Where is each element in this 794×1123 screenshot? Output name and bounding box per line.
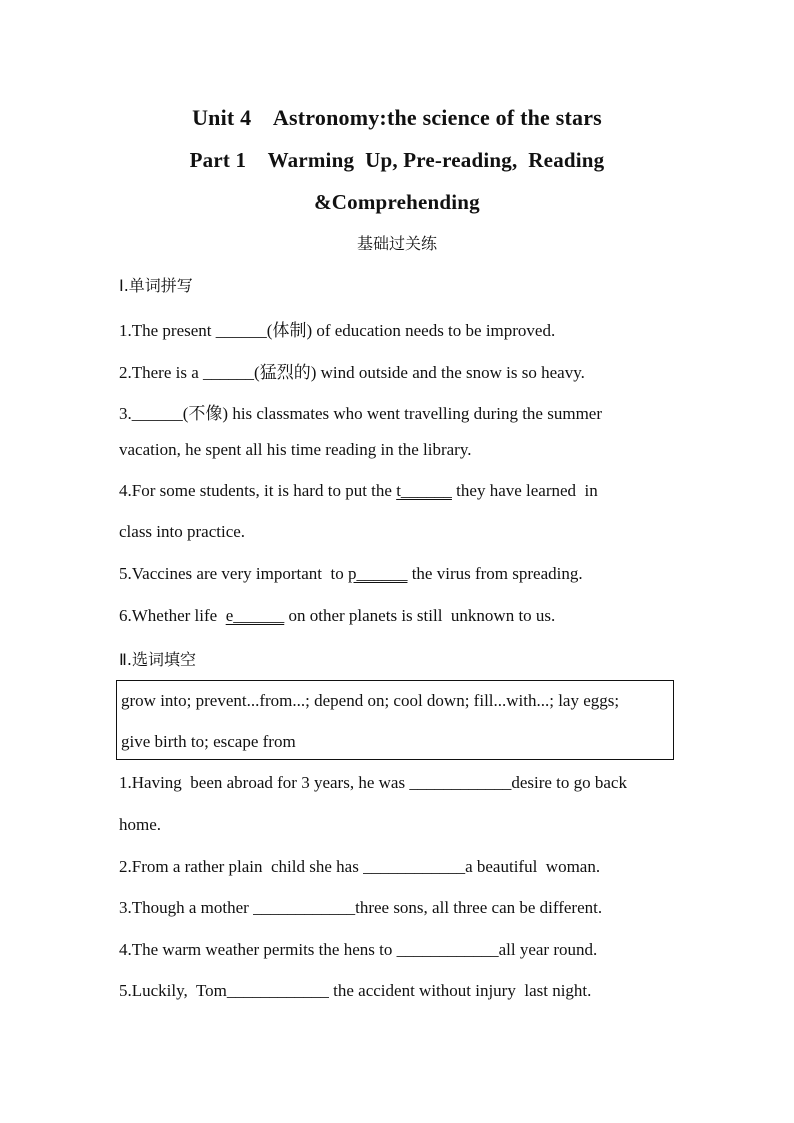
- exercise-subtitle: 基础过关练: [356, 234, 437, 253]
- question-text: 1.The present: [119, 321, 216, 340]
- answer-blank: ______: [203, 363, 255, 382]
- answer-blank: ____________: [226, 981, 329, 1000]
- fill-question-1-continued: home.: [119, 815, 162, 834]
- spelling-question-3: [119, 399, 602, 424]
- answer-blank: p______: [347, 564, 408, 583]
- question-text: (体制) of education needs to be improved.: [266, 321, 556, 340]
- word-bank-box: [116, 680, 674, 760]
- spelling-question-6: [119, 606, 555, 626]
- question-text: 5.Luckily, Tom: [119, 981, 227, 1000]
- part-title-continued: &Comprehending: [314, 190, 480, 214]
- unit-title: Unit 4 Astronomy:the science of the stars: [192, 105, 602, 130]
- spelling-question-2: [119, 358, 585, 383]
- spelling-question-1: [119, 316, 555, 341]
- part-title: Part 1 Warming Up, Pre-reading, Reading: [189, 148, 605, 172]
- question-text: a beautiful woman.: [465, 857, 601, 876]
- question-text: 3.: [119, 404, 132, 423]
- question-text: 3.Though a mother: [119, 898, 254, 917]
- question-text: they have learned in: [451, 481, 598, 500]
- spelling-question-4-continued: class into practice.: [119, 522, 246, 541]
- answer-blank: ____________: [409, 773, 512, 792]
- question-text: the accident without injury last night.: [328, 981, 592, 1000]
- question-text: (不像) his classmates who went travelling during the summer: [182, 404, 602, 423]
- fill-question-1: [119, 773, 627, 793]
- question-text: 1.Having been abroad for 3 years, he was: [119, 773, 410, 792]
- question-text: desire to go back: [511, 773, 627, 792]
- section-heading-spelling: Ⅰ.单词拼写: [119, 276, 193, 295]
- answer-blank: ____________: [363, 857, 466, 876]
- fill-question-5: [119, 981, 591, 1001]
- section-heading-fill-in: Ⅱ.选词填空: [119, 650, 196, 669]
- answer-blank: ______: [131, 404, 183, 423]
- question-text: three sons, all three can be different.: [355, 898, 603, 917]
- question-text: 4.For some students, it is hard to put the: [119, 481, 397, 500]
- spelling-question-5: [119, 564, 583, 584]
- question-text: 2.There is a: [119, 363, 204, 382]
- question-text: 4.The warm weather permits the hens to: [119, 940, 397, 959]
- spelling-question-3-continued: vacation, he spent all his time reading in the library.: [119, 440, 472, 459]
- question-text: on other planets is still unknown to us.: [284, 606, 556, 625]
- answer-blank: ____________: [396, 940, 499, 959]
- answer-blank: e______: [225, 606, 285, 625]
- question-text: 6.Whether life: [119, 606, 226, 625]
- word-bank-line: grow into; prevent...from...; depend on; cool down; fill...with...; lay eggs;: [121, 691, 620, 710]
- fill-question-4: [119, 940, 597, 960]
- answer-blank: ______: [215, 321, 267, 340]
- fill-question-3: [119, 898, 602, 918]
- question-text: (猛烈的) wind outside and the snow is so heavy.: [254, 363, 585, 382]
- answer-blank: ____________: [253, 898, 356, 917]
- fill-question-2: [119, 857, 600, 877]
- question-text: 2.From a rather plain child she has: [119, 857, 364, 876]
- question-text: 5.Vaccines are very important to: [119, 564, 348, 583]
- spelling-question-4: [119, 481, 598, 501]
- answer-blank: t______: [396, 481, 452, 500]
- question-text: the virus from spreading.: [407, 564, 583, 583]
- word-bank-line: give birth to; escape from: [121, 732, 296, 751]
- question-text: all year round.: [498, 940, 598, 959]
